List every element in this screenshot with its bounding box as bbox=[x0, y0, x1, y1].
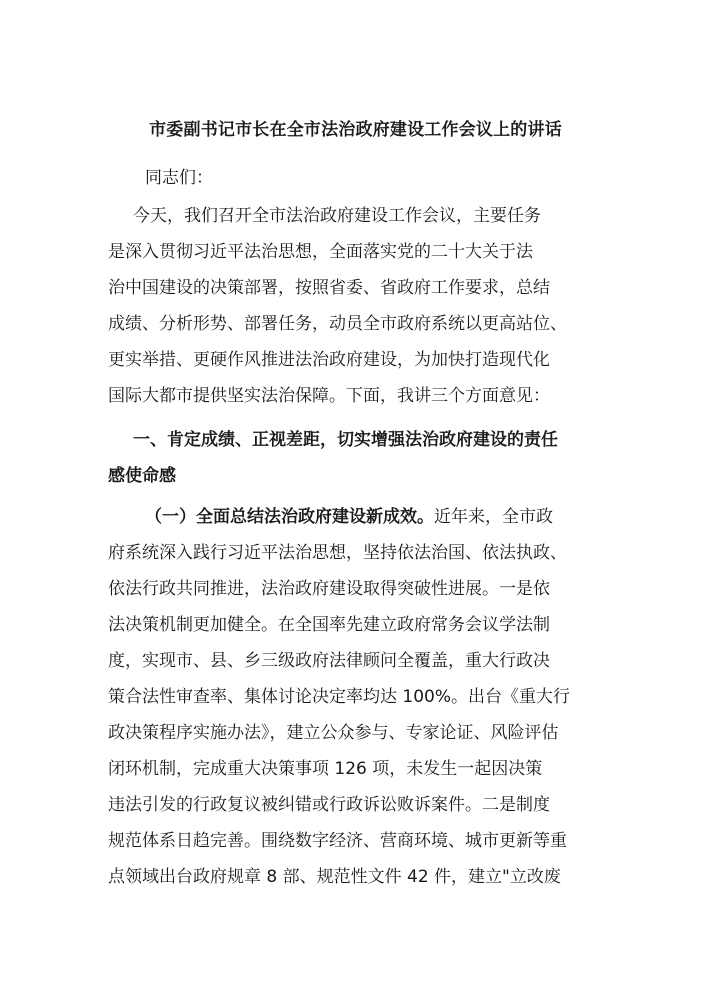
paragraph-line: 依法行政共同推进，法治政府建设取得突破性进展。一是依 bbox=[108, 579, 550, 599]
section-heading: 感使命感 bbox=[108, 466, 176, 486]
paragraph-line: 是深入贯彻习近平法治思想，全面落实党的二十大关于法 bbox=[108, 242, 533, 262]
section-heading: 一、肯定成绩、正视差距，切实增强法治政府建设的责任 bbox=[133, 430, 558, 450]
subsection-text: 近年来，全市政 bbox=[434, 507, 553, 527]
paragraph-line: 成绩、分析形势、部署任务，动员全市政府系统以更高站位、 bbox=[108, 314, 567, 334]
subsection-heading-line bbox=[145, 506, 553, 528]
salutation: 同志们： bbox=[145, 168, 213, 188]
paragraph-line: 府系统深入践行习近平法治思想，坚持依法治国、依法执政、 bbox=[108, 543, 567, 563]
paragraph-line: 策合法性审查率、集体讨论决定率均达 100%。出台《重大行 bbox=[108, 687, 571, 707]
paragraph-line: 今天，我们召开全市法治政府建设工作会议，主要任务 bbox=[133, 206, 541, 226]
document-title: 市委副书记市长在全市法治政府建设工作会议上的讲话 bbox=[149, 120, 562, 140]
paragraph-line: 度，实现市、县、乡三级政府法律顾问全覆盖，重大行政决 bbox=[108, 651, 550, 671]
subsection-heading: （一）全面总结法治政府建设新成效。 bbox=[145, 507, 434, 527]
paragraph-line: 更实举措、更硬作风推进法治政府建设，为加快打造现代化 bbox=[108, 350, 550, 370]
paragraph-line: 国际大都市提供坚实法治保障。下面，我讲三个方面意见： bbox=[108, 386, 550, 406]
paragraph-line: 点领域出台政府规章 8 部、规范性文件 42 件，建立"立改废 bbox=[108, 867, 561, 887]
paragraph-line: 闭环机制，完成重大决策事项 126 项，未发生一起因决策 bbox=[108, 759, 543, 779]
paragraph-line: 违法引发的行政复议被纠错或行政诉讼败诉案件。二是制度 bbox=[108, 795, 550, 815]
paragraph-line: 规范体系日趋完善。围绕数字经济、营商环境、城市更新等重 bbox=[108, 831, 567, 851]
paragraph-line: 政决策程序实施办法》，建立公众参与、专家论证、风险评估 bbox=[108, 723, 559, 743]
paragraph-line: 法决策机制更加健全。在全国率先建立政府常务会议学法制 bbox=[108, 615, 550, 635]
paragraph-line: 治中国建设的决策部署，按照省委、省政府工作要求，总结 bbox=[108, 278, 550, 298]
